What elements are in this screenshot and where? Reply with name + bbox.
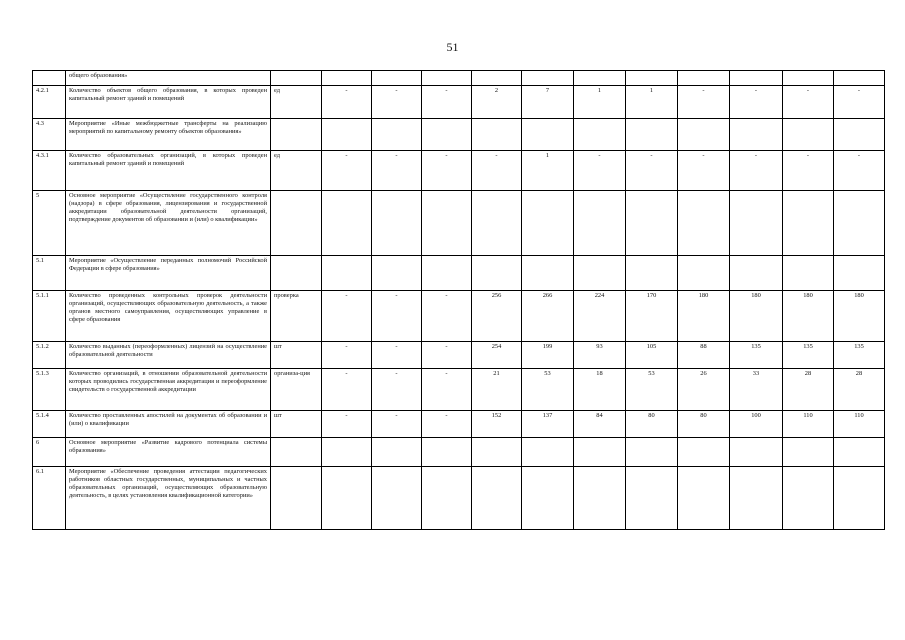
- value-cell: [730, 256, 783, 291]
- table-row: [33, 256, 885, 291]
- value-cell: 100: [730, 411, 783, 438]
- value-cell: 137: [522, 411, 574, 438]
- value-cell: [834, 71, 885, 86]
- value-cell: 21: [472, 369, 522, 411]
- value-cell: 26: [678, 369, 730, 411]
- value-cell: 2: [472, 86, 522, 119]
- value-cell: -: [678, 151, 730, 191]
- value-cell: 80: [626, 411, 678, 438]
- value-cell: [522, 119, 574, 151]
- value-cell: 93: [574, 342, 626, 369]
- value-cell: 80: [678, 411, 730, 438]
- row-number-cell: 6.1: [33, 467, 66, 530]
- value-cell: 1: [522, 151, 574, 191]
- unit-cell: ед: [271, 151, 322, 191]
- value-cell: 110: [834, 411, 885, 438]
- value-cell: [322, 119, 372, 151]
- unit-cell: [271, 256, 322, 291]
- page-number: 51: [446, 40, 459, 54]
- value-cell: -: [372, 342, 422, 369]
- value-cell: [322, 256, 372, 291]
- value-cell: -: [834, 86, 885, 119]
- indicator-name-cell: Мероприятие «Иные межбюджетные трансферты на реализацию мероприятий по капитальному ремонту объектов образования»: [66, 119, 271, 151]
- row-number-cell: 5.1.2: [33, 342, 66, 369]
- value-cell: 88: [678, 342, 730, 369]
- value-cell: -: [322, 342, 372, 369]
- table-row: [33, 411, 885, 438]
- value-cell: -: [422, 291, 472, 342]
- value-cell: 199: [522, 342, 574, 369]
- value-cell: [472, 191, 522, 256]
- value-cell: -: [730, 151, 783, 191]
- value-cell: -: [626, 151, 678, 191]
- value-cell: [522, 71, 574, 86]
- value-cell: [422, 119, 472, 151]
- indicator-name-cell: Количество объектов общего образования, в которых проведен капитальный ремонт зданий и помещений: [66, 86, 271, 119]
- value-cell: [522, 438, 574, 467]
- value-cell: [730, 191, 783, 256]
- value-cell: [422, 438, 472, 467]
- value-cell: [472, 467, 522, 530]
- value-cell: [626, 438, 678, 467]
- value-cell: [522, 256, 574, 291]
- value-cell: 170: [626, 291, 678, 342]
- value-cell: 152: [472, 411, 522, 438]
- value-cell: 180: [678, 291, 730, 342]
- value-cell: [422, 467, 472, 530]
- value-cell: [522, 191, 574, 256]
- value-cell: [783, 119, 834, 151]
- value-cell: [626, 191, 678, 256]
- value-cell: 28: [783, 369, 834, 411]
- unit-cell: ед: [271, 86, 322, 119]
- unit-cell: [271, 467, 322, 530]
- value-cell: -: [730, 86, 783, 119]
- table-row: [33, 86, 885, 119]
- value-cell: 254: [472, 342, 522, 369]
- row-number-cell: [33, 71, 66, 86]
- value-cell: -: [372, 411, 422, 438]
- value-cell: -: [574, 151, 626, 191]
- row-number-cell: 5: [33, 191, 66, 256]
- indicators-table: [32, 70, 885, 530]
- value-cell: 53: [522, 369, 574, 411]
- indicator-name-cell: Мероприятие «Обеспечение проведения аттестации педагогических работников областных государственных, муниципальных и частных образовательных организаций, осуществляющих образовательную деятельность, в целях установления квалификационной категории»: [66, 467, 271, 530]
- value-cell: [574, 71, 626, 86]
- value-cell: [834, 438, 885, 467]
- value-cell: [678, 71, 730, 86]
- value-cell: [522, 467, 574, 530]
- value-cell: -: [422, 342, 472, 369]
- value-cell: -: [322, 151, 372, 191]
- value-cell: [372, 71, 422, 86]
- value-cell: -: [322, 369, 372, 411]
- unit-cell: шт: [271, 411, 322, 438]
- value-cell: 180: [783, 291, 834, 342]
- value-cell: 1: [574, 86, 626, 119]
- value-cell: -: [783, 86, 834, 119]
- value-cell: [626, 71, 678, 86]
- indicator-name-cell: Количество организаций, в отношении образовательной деятельности которых проводились государственная аккредитация и переоформление свидетельств о государственной аккредитации: [66, 369, 271, 411]
- value-cell: -: [678, 86, 730, 119]
- value-cell: 135: [730, 342, 783, 369]
- indicator-name-cell: Количество проставленных апостилей на документах об образовании и (или) о квалификации: [66, 411, 271, 438]
- value-cell: -: [422, 411, 472, 438]
- value-cell: [783, 438, 834, 467]
- value-cell: -: [322, 291, 372, 342]
- indicator-name-cell: Основное мероприятие «Осуществление государственного контроля (надзора) в сфере образования, лицензирования и государственной аккредитации образовательной деятельности организаций, подтверждение документов об образовании и (или) о квалификации»: [66, 191, 271, 256]
- unit-cell: организа-ция: [271, 369, 322, 411]
- indicator-name-cell: Количество проведенных контрольных проверок деятельности организаций, осуществляющих образовательную деятельность, а также органов местного самоуправления, осуществляющих управление в сфере образования: [66, 291, 271, 342]
- value-cell: -: [834, 151, 885, 191]
- value-cell: [372, 467, 422, 530]
- value-cell: [783, 191, 834, 256]
- value-cell: 180: [834, 291, 885, 342]
- value-cell: [834, 119, 885, 151]
- table-row: [33, 369, 885, 411]
- unit-cell: проверка: [271, 291, 322, 342]
- value-cell: [322, 467, 372, 530]
- row-number-cell: 5.1.3: [33, 369, 66, 411]
- value-cell: -: [422, 151, 472, 191]
- value-cell: -: [372, 291, 422, 342]
- value-cell: [626, 256, 678, 291]
- value-cell: [678, 467, 730, 530]
- row-number-cell: 6: [33, 438, 66, 467]
- row-number-cell: 5.1: [33, 256, 66, 291]
- row-number-cell: 5.1.4: [33, 411, 66, 438]
- table-row: [33, 191, 885, 256]
- value-cell: [472, 256, 522, 291]
- table-row: [33, 438, 885, 467]
- row-number-cell: 4.3.1: [33, 151, 66, 191]
- row-number-cell: 4.2.1: [33, 86, 66, 119]
- value-cell: 53: [626, 369, 678, 411]
- row-number-cell: 5.1.1: [33, 291, 66, 342]
- value-cell: [472, 119, 522, 151]
- indicator-name-cell: Количество выданных (переоформленных) лицензий на осуществление образовательной деятельности: [66, 342, 271, 369]
- value-cell: [574, 438, 626, 467]
- indicator-name-cell: Количество образовательных организаций, в которых проведен капитальный ремонт зданий и помещений: [66, 151, 271, 191]
- value-cell: [783, 71, 834, 86]
- value-cell: 1: [626, 86, 678, 119]
- value-cell: 110: [783, 411, 834, 438]
- value-cell: 135: [783, 342, 834, 369]
- value-cell: -: [472, 151, 522, 191]
- value-cell: -: [322, 411, 372, 438]
- value-cell: [834, 256, 885, 291]
- table-row: [33, 467, 885, 530]
- table-row: [33, 342, 885, 369]
- table-row: [33, 71, 885, 86]
- value-cell: -: [372, 151, 422, 191]
- indicator-name-cell: общего образования»: [66, 71, 271, 86]
- value-cell: [783, 256, 834, 291]
- unit-cell: [271, 191, 322, 256]
- unit-cell: [271, 71, 322, 86]
- value-cell: [834, 467, 885, 530]
- value-cell: [372, 191, 422, 256]
- value-cell: [422, 191, 472, 256]
- value-cell: [626, 467, 678, 530]
- row-number-cell: 4.3: [33, 119, 66, 151]
- value-cell: 105: [626, 342, 678, 369]
- value-cell: [422, 71, 472, 86]
- value-cell: [372, 438, 422, 467]
- value-cell: [422, 256, 472, 291]
- value-cell: -: [422, 86, 472, 119]
- value-cell: 135: [834, 342, 885, 369]
- value-cell: 224: [574, 291, 626, 342]
- value-cell: -: [783, 151, 834, 191]
- value-cell: [834, 191, 885, 256]
- value-cell: [322, 191, 372, 256]
- value-cell: 33: [730, 369, 783, 411]
- value-cell: -: [422, 369, 472, 411]
- indicator-name-cell: Основное мероприятие «Развитие кадрового потенциала системы образования»: [66, 438, 271, 467]
- value-cell: [730, 71, 783, 86]
- unit-cell: [271, 119, 322, 151]
- value-cell: [472, 438, 522, 467]
- indicator-name-cell: Мероприятие «Осуществление переданных полномочий Российской Федерации в сфере образования»: [66, 256, 271, 291]
- unit-cell: [271, 438, 322, 467]
- value-cell: [678, 438, 730, 467]
- value-cell: 18: [574, 369, 626, 411]
- value-cell: [322, 438, 372, 467]
- table-row: [33, 119, 885, 151]
- value-cell: 84: [574, 411, 626, 438]
- value-cell: 180: [730, 291, 783, 342]
- value-cell: 256: [472, 291, 522, 342]
- value-cell: [322, 71, 372, 86]
- value-cell: [678, 256, 730, 291]
- value-cell: -: [322, 86, 372, 119]
- value-cell: [372, 119, 422, 151]
- value-cell: -: [372, 369, 422, 411]
- value-cell: [678, 119, 730, 151]
- value-cell: -: [372, 86, 422, 119]
- value-cell: [730, 438, 783, 467]
- value-cell: [783, 467, 834, 530]
- value-cell: [574, 119, 626, 151]
- value-cell: [372, 256, 422, 291]
- value-cell: 28: [834, 369, 885, 411]
- value-cell: 266: [522, 291, 574, 342]
- value-cell: [574, 256, 626, 291]
- table-row: [33, 151, 885, 191]
- unit-cell: шт: [271, 342, 322, 369]
- value-cell: [678, 191, 730, 256]
- table-row: [33, 291, 885, 342]
- value-cell: [730, 467, 783, 530]
- value-cell: [472, 71, 522, 86]
- value-cell: [626, 119, 678, 151]
- value-cell: [574, 191, 626, 256]
- value-cell: 7: [522, 86, 574, 119]
- value-cell: [730, 119, 783, 151]
- value-cell: [574, 467, 626, 530]
